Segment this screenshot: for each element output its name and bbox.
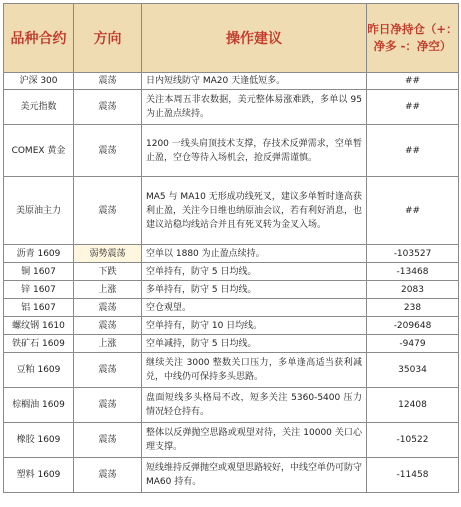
cell-net: 35034 [367,353,459,388]
header-net-line1: 昨日净持仓（+： [367,22,458,36]
cell-suggestion: 盘面短线多头格局不改，短多关注 5360-5400 压力情况轻仓持有。 [142,388,367,423]
cell-net: -10522 [367,423,459,458]
table-row [4,177,459,245]
cell-variety: 铜 1607 [4,263,74,281]
cell-variety: 橡胶 1609 [4,423,74,458]
cell-suggestion: 空单持有，防守 5 日均线。 [142,263,367,281]
table-row [4,388,459,423]
cell-direction: 震荡 [74,90,142,125]
table-row [4,353,459,388]
cell-suggestion: 空单持有，防守 10 日均线。 [142,317,367,335]
cell-net: 238 [367,299,459,317]
cell-direction: 上涨 [74,335,142,353]
table-row [4,317,459,335]
cell-direction: 震荡 [74,423,142,458]
cell-suggestion: 关注本周五非农数据，美元整体易涨难跌，多单以 95 为止盈点续持。 [142,90,367,125]
cell-suggestion: 短线维持反弹抛空或观望思路较好，中线空单仍可防守 MA60 持有。 [142,458,367,493]
header-net-line2: 净多 -：净空） [373,39,452,53]
table-row [4,125,459,177]
cell-net: ## [367,73,459,90]
cell-variety: 棕榈油 1609 [4,388,74,423]
cell-direction: 震荡 [74,125,142,177]
table-row [4,299,459,317]
cell-direction: 震荡 [74,353,142,388]
cell-net: 12408 [367,388,459,423]
cell-net: ## [367,90,459,125]
cell-net: -209648 [367,317,459,335]
cell-variety: 沥青 1609 [4,245,74,263]
header-suggestion: 操作建议 [142,4,367,73]
cell-direction: 上涨 [74,281,142,299]
cell-net: -11458 [367,458,459,493]
cell-suggestion: MA5 与 MA10 无形成功线死叉，建议多单暂时逢高获利止盈，关注今日维也纳原油会议，若有利好消息，也建议站稳均线站合并且有死叉转为金叉入场。 [142,177,367,245]
table-row [4,245,459,263]
cell-variety: 螺纹钢 1610 [4,317,74,335]
cell-variety: 美元指数 [4,90,74,125]
strategy-table [3,3,459,493]
cell-suggestion: 1200 一线头肩顶技术支撑，存技术反弹需求，空单暂止盈，空仓等待入场机会，抢反弹需谨慎。 [142,125,367,177]
table-row [4,458,459,493]
cell-direction: 震荡 [74,388,142,423]
cell-variety: 锌 1607 [4,281,74,299]
table-row [4,423,459,458]
header-net-position [367,4,459,73]
cell-direction: 震荡 [74,177,142,245]
cell-net: -13468 [367,263,459,281]
cell-net: -103527 [367,245,459,263]
cell-variety: 铝 1607 [4,299,74,317]
cell-suggestion: 空单减持，防守 5 日均线。 [142,335,367,353]
cell-suggestion: 整体以反弹抛空思路或观望对待，关注 10000 关口心理支撑。 [142,423,367,458]
cell-variety: 沪深 300 [4,73,74,90]
cell-net: -9479 [367,335,459,353]
cell-direction: 震荡 [74,73,142,90]
table-row [4,73,459,90]
cell-variety: 塑料 1609 [4,458,74,493]
cell-variety: 豆粕 1609 [4,353,74,388]
cell-suggestion: 继续关注 3000 整数关口压力，多单逢高适当获利减兑，中线仍可保持多头思路。 [142,353,367,388]
cell-suggestion: 日内短线防守 MA20 天逢低短多。 [142,73,367,90]
cell-direction: 震荡 [74,458,142,493]
cell-suggestion: 空仓观望。 [142,299,367,317]
cell-variety: COMEX 黄金 [4,125,74,177]
cell-suggestion: 空单以 1880 为止盈点续持。 [142,245,367,263]
cell-direction: 震荡 [74,299,142,317]
cell-net: ## [367,177,459,245]
cell-suggestion: 多单持有，防守 5 日均线。 [142,281,367,299]
header-row [4,4,459,73]
table-row [4,335,459,353]
cell-direction: 下跌 [74,263,142,281]
table-row [4,281,459,299]
cell-net: ## [367,125,459,177]
cell-variety: 美原油主力 [4,177,74,245]
table-row [4,90,459,125]
header-direction: 方向 [74,4,142,73]
header-variety: 品种合约 [4,4,74,73]
cell-variety: 铁矿石 1609 [4,335,74,353]
table-row [4,263,459,281]
cell-direction: 弱势震荡 [74,245,142,263]
cell-net: 2083 [367,281,459,299]
cell-direction: 震荡 [74,317,142,335]
